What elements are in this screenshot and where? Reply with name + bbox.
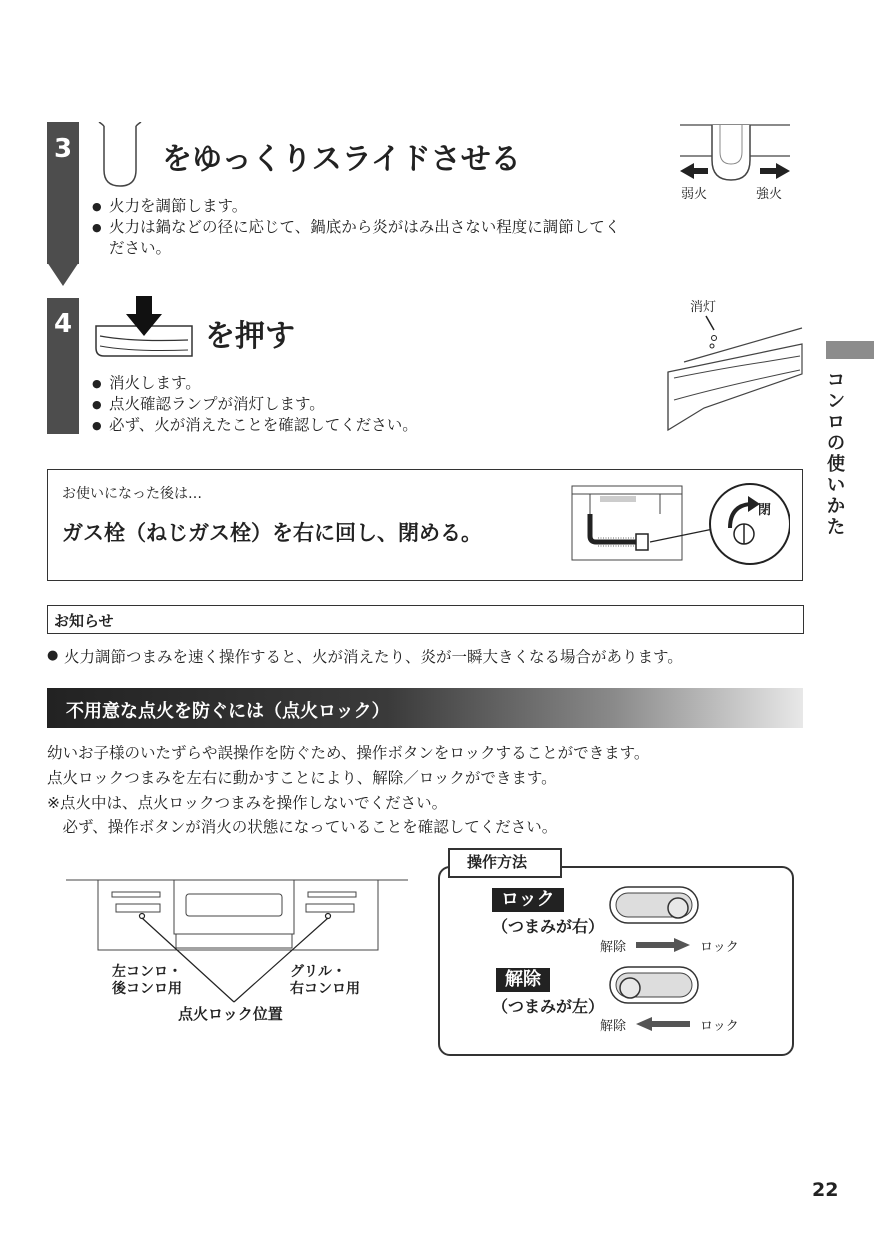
section-paragraph-3: ※点火中は、点火ロックつまみを操作しないでください。: [47, 794, 448, 812]
after-use-instruction: ガス栓（ねじガス栓）を右に回し、閉める。: [62, 521, 482, 545]
gas-valve-diagram: [570, 480, 790, 570]
push-button-icon: [92, 296, 196, 364]
right-burner-label-1: グリル・: [290, 964, 346, 980]
right-arrow-icon: [760, 163, 790, 179]
lock-note: （つまみが右）: [492, 917, 605, 936]
lock-from-label: 解除: [600, 940, 627, 955]
step3-number: 3: [53, 134, 73, 164]
step4-number: 4: [53, 309, 73, 339]
notice-box: [47, 605, 804, 634]
valve-handle-icon: [636, 534, 648, 550]
after-use-intro: お使いになった後は…: [62, 486, 202, 502]
step3-arrow-icon: [47, 262, 79, 288]
step4-bullet-3: ● 必ず、火が消えたことを確認してください。: [92, 415, 552, 436]
strong-flame-label: 強火: [756, 187, 783, 202]
step4-bullet-2: ● 点火確認ランプが消灯します。: [92, 394, 552, 415]
unlock-from-label: 解除: [600, 1019, 627, 1034]
unlock-tag: 解除: [496, 968, 550, 992]
right-burner-label-2: 右コンロ用: [290, 981, 360, 997]
arrow-right-icon: [636, 938, 692, 952]
notice-title: お知らせ: [54, 612, 114, 630]
page-number: 22: [812, 1179, 839, 1201]
lock-tag: ロック: [492, 888, 564, 912]
step3-bullet-2: ● 火力は鍋などの径に応じて、鍋底から炎がはみ出さない程度に調節してください。: [92, 217, 632, 259]
unlock-note: （つまみが左）: [492, 997, 605, 1016]
valve-close-label: 閉: [758, 503, 772, 518]
operation-title: 操作方法: [467, 853, 528, 871]
lock-to-label: ロック: [700, 940, 739, 955]
step4-title: を押す: [205, 319, 295, 354]
knob-icon: [668, 898, 688, 918]
slider-knob-icon: [94, 122, 154, 192]
weak-flame-label: 弱火: [681, 187, 708, 202]
chapter-tab-text: コンロの使いかた: [827, 370, 845, 538]
step3-bullets: [92, 196, 632, 259]
step3-title: をゆっくりスライドさせる: [162, 142, 521, 177]
section-paragraph-4: 必ず、操作ボタンが消火の状態になっていることを確認してください。: [47, 818, 558, 836]
section-title: 不用意な点火を防ぐには（点火ロック）: [66, 701, 390, 722]
panel-diagram: [664, 312, 804, 436]
step4-bullets: [92, 373, 552, 436]
arrow-left-icon: [636, 1017, 692, 1031]
left-burner-label-2: 後コンロ用: [112, 981, 182, 997]
lock-position-label: 点火ロック位置: [178, 1005, 283, 1023]
lamp-off-label: 消灯: [690, 300, 717, 315]
chapter-tab: [826, 341, 874, 359]
notice-text: 火力調節つまみを速く操作すると、火が消えたり、炎が一瞬大きくなる場合があります。: [64, 648, 683, 666]
section-paragraph-1: 幼いお子様のいたずらや誤操作を防ぐため、操作ボタンをロックすることができます。: [47, 744, 650, 762]
unlock-to-label: ロック: [700, 1019, 739, 1034]
unlock-knob-diagram: [608, 963, 702, 1007]
notice-bullet-icon: ●: [47, 648, 59, 663]
step4-bullet-1: ● 消火します。: [92, 373, 552, 394]
lock-knob-diagram: [608, 883, 702, 927]
knob-icon: [620, 978, 640, 998]
step3-bullet-1: ● 火力を調節します。: [92, 196, 632, 217]
section-paragraph-2: 点火ロックつまみを左右に動かすことにより、解除／ロックができます。: [47, 769, 557, 787]
left-arrow-icon: [680, 163, 708, 179]
left-burner-label-1: 左コンロ・: [112, 964, 182, 980]
